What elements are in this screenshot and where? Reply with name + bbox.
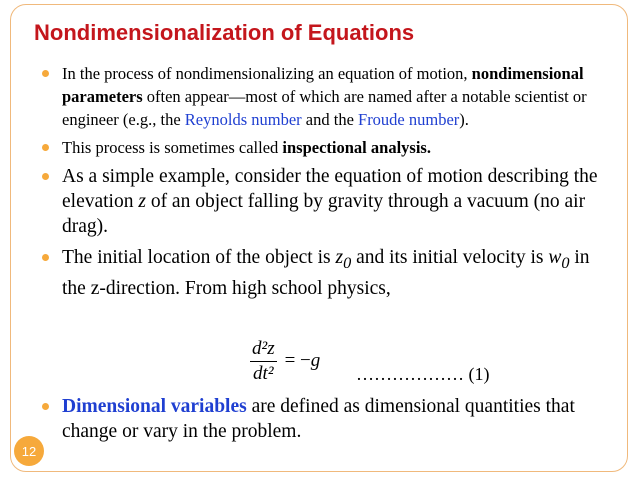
bold-term: nondimensional parameters [62, 64, 584, 106]
bullet-text: are defined as dimensional quantities that change or vary in the problem. [62, 396, 575, 442]
bullet-dot-icon [42, 403, 49, 410]
bullet-text: This process is sometimes called [62, 138, 283, 157]
bullet-item [40, 394, 600, 444]
bullet-text: of an object falling by gravity through a vacuum (no air drag). [62, 191, 586, 237]
reynolds-number-link[interactable]: Reynolds number [184, 110, 302, 129]
bullet-text: and its initial velocity is [351, 247, 549, 268]
variable-z0 [335, 247, 352, 272]
bullet-item [40, 245, 600, 301]
bullet-dot-icon [42, 144, 49, 151]
bullet-dot-icon [42, 254, 49, 261]
bullet-list [40, 62, 600, 307]
bullet-list-last [40, 394, 600, 450]
equation-number: ……………… (1) [356, 364, 490, 384]
equation-rhs [285, 350, 321, 372]
bullet-item [40, 62, 600, 131]
bullet-text: in the z-direction. From high school physics, [62, 247, 590, 299]
bullet-text: often appear—most of which are named after a notable scientist or engineer (e.g., the [62, 87, 587, 129]
bullet-text: and the [301, 110, 359, 129]
bullet-dot-icon [42, 173, 49, 180]
variable-symbol: z [335, 247, 344, 268]
variable-subscript: 0 [343, 253, 352, 272]
gravity-symbol: g [310, 350, 321, 371]
variable-w0 [548, 247, 570, 272]
bullet-dot-icon [42, 70, 49, 77]
bullet-text: As a simple example, consider the equation of motion describing the elevation [62, 166, 598, 212]
equation-denominator: dt² [253, 362, 274, 384]
equals-sign: = − [284, 350, 311, 371]
froude-number-link[interactable]: Froude number [358, 110, 460, 129]
equation-numerator: d²z [252, 337, 275, 359]
bullet-item [40, 164, 600, 239]
variable-symbol: w [548, 247, 562, 268]
variable-subscript: 0 [561, 253, 570, 272]
bullet-text: In the process of nondimensionalizing an equation of motion, [62, 64, 472, 83]
equation-fraction [250, 338, 277, 385]
dimensional-variables-term: Dimensional variables [62, 396, 247, 417]
bullet-text: The initial location of the object is [62, 247, 336, 268]
variable-z: z [138, 191, 146, 212]
slide-title: Nondimensionalization of Equations [34, 20, 415, 45]
bold-term: inspectional analysis. [282, 138, 431, 157]
bullet-text: ). [459, 110, 469, 129]
page-number-badge: 12 [14, 436, 44, 466]
equation [250, 336, 320, 386]
bullet-item [40, 136, 600, 159]
